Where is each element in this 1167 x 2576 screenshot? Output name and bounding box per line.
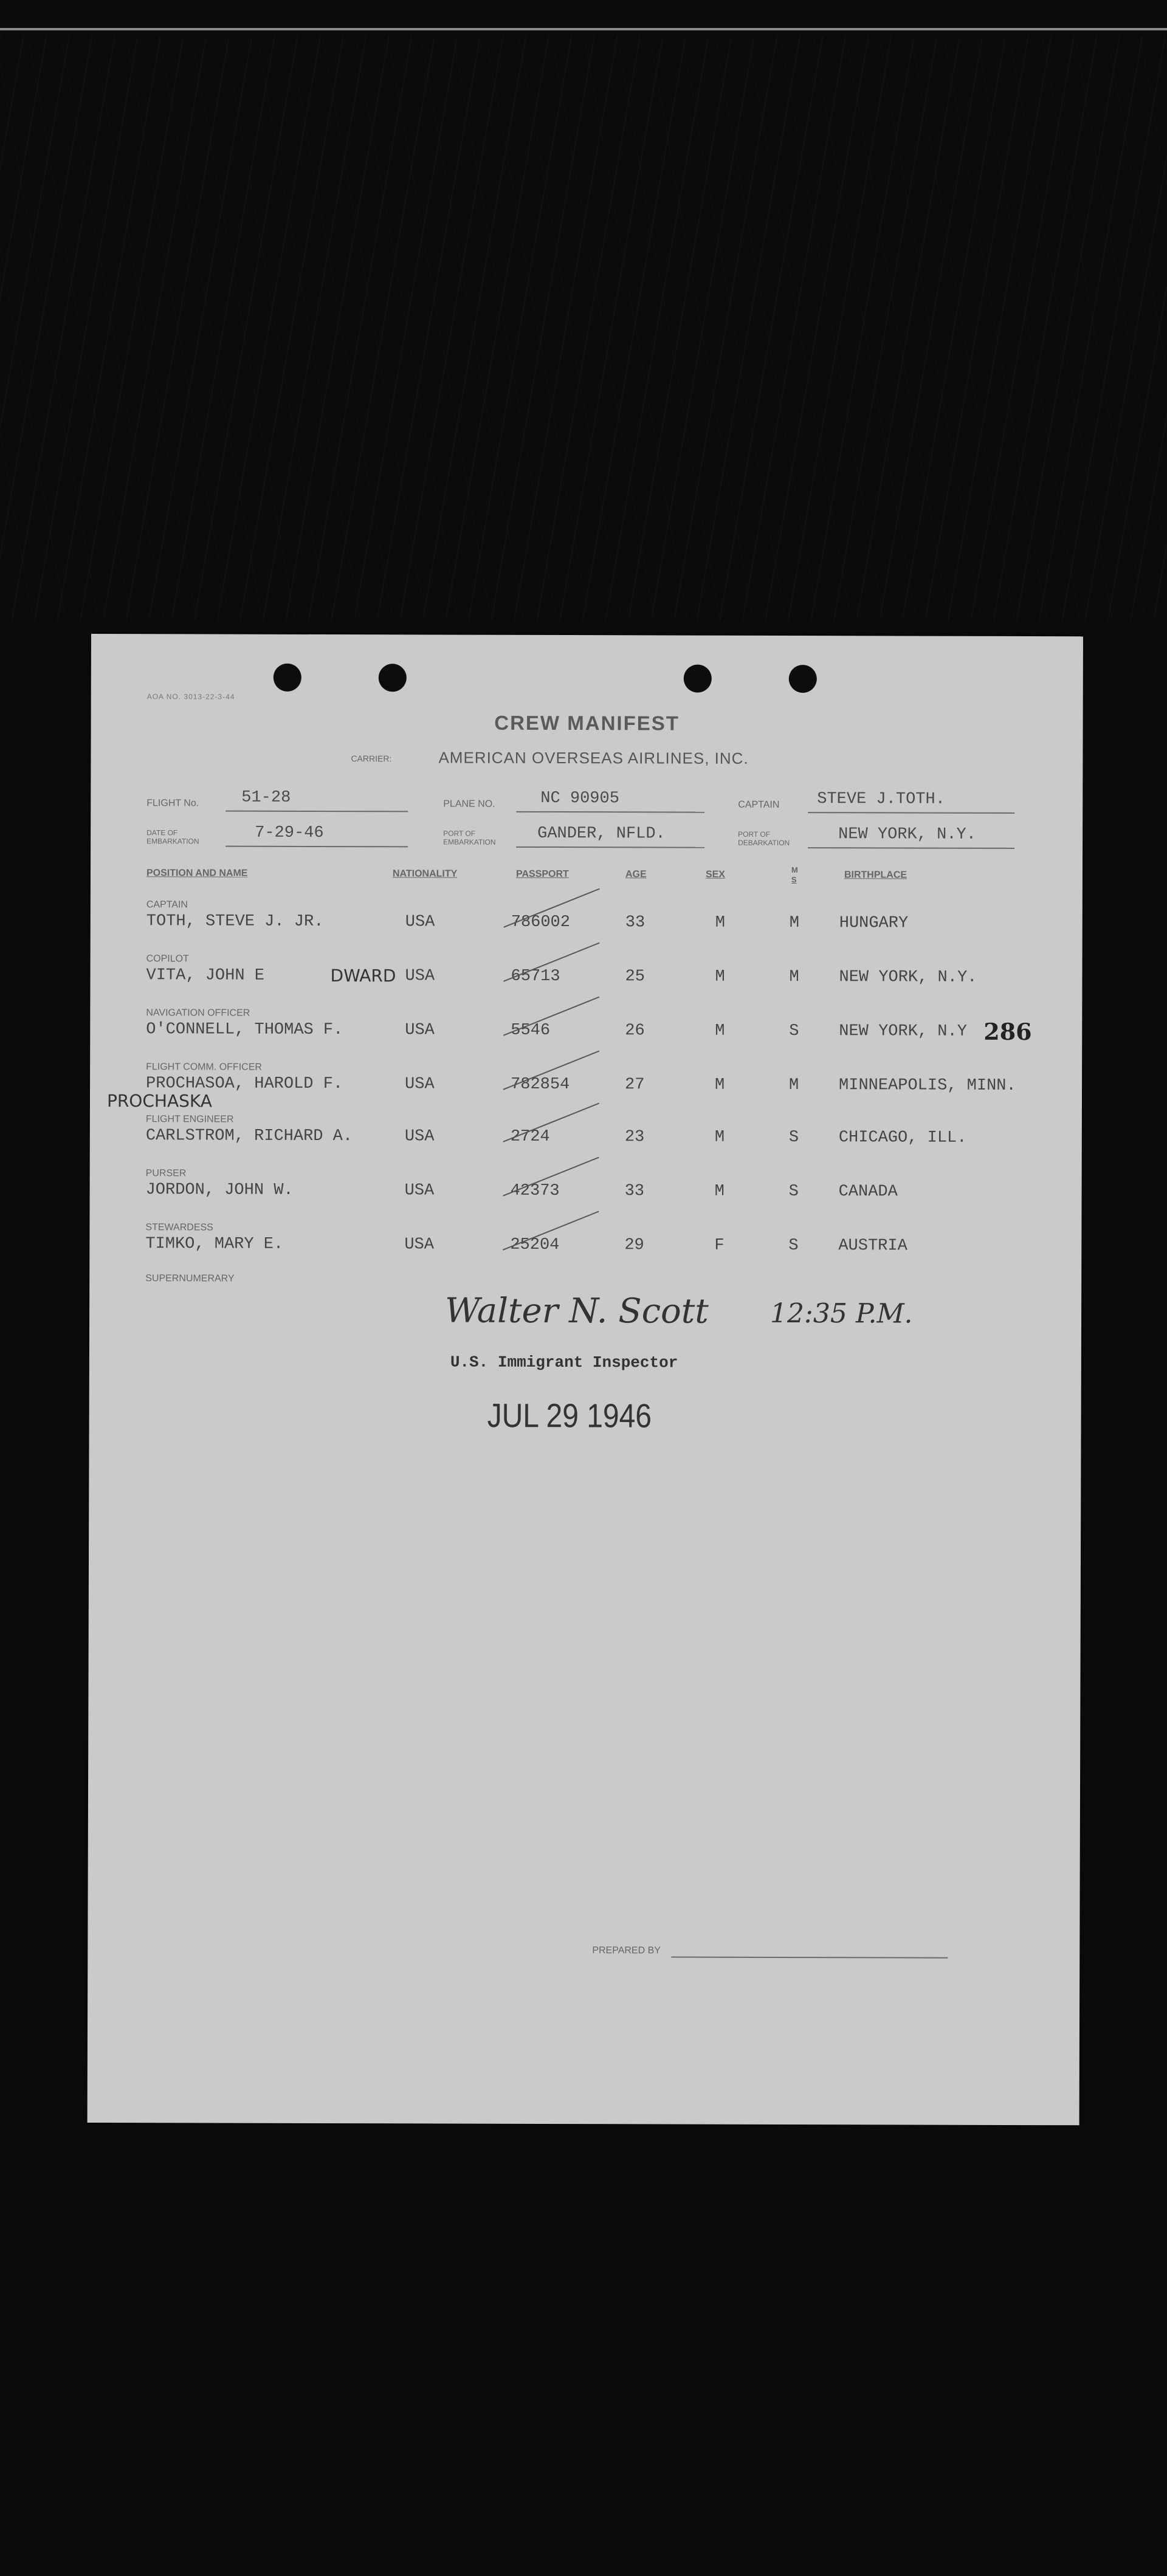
- name-handwritten-addition: DWARD: [330, 966, 396, 986]
- crew-birthplace: CANADA: [838, 1183, 898, 1201]
- flight-underline: [225, 811, 408, 812]
- crew-nationality: USA: [405, 1021, 435, 1040]
- crew-age: 25: [625, 967, 645, 986]
- birthplace-handwritten-number: 286: [983, 1017, 1032, 1046]
- crew-name: JORDON, JOHN W.: [145, 1181, 294, 1200]
- position-label: PURSER: [145, 1168, 187, 1179]
- film-border-line: [0, 28, 1167, 30]
- port-dis-label-1: PORT OF: [738, 829, 771, 839]
- crew-age: 29: [624, 1236, 644, 1255]
- crew-nationality: USA: [404, 1181, 435, 1200]
- crew-birthplace: MINNEAPOLIS, MINN.: [839, 1076, 1016, 1095]
- port-emb-underline: [516, 847, 704, 848]
- supernumerary-label: SUPERNUMERARY: [145, 1273, 235, 1284]
- form-number: AOA NO. 3013-22-3-44: [146, 692, 235, 701]
- position-label: FLIGHT ENGINEER: [145, 1114, 234, 1125]
- prepared-by-label: PREPARED BY: [592, 1945, 661, 1956]
- crew-name: PROCHASOA, HAROLD F.: [146, 1074, 343, 1094]
- crew-sex: F: [714, 1236, 725, 1255]
- crew-nationality: USA: [405, 1075, 435, 1094]
- col-marital-top: M: [791, 865, 798, 875]
- captain-underline: [808, 812, 1014, 814]
- date-stamp: JUL 29 1946: [487, 1397, 652, 1435]
- crew-sex: M: [715, 967, 725, 986]
- plane-value: NC 90905: [540, 789, 619, 808]
- crew-passport: 782854: [511, 1075, 570, 1094]
- flight-value: 51-28: [241, 788, 291, 807]
- crew-name: O'CONNELL, THOMAS F.: [146, 1020, 343, 1040]
- crew-marital: S: [789, 1022, 799, 1041]
- crew-nationality: USA: [405, 913, 435, 932]
- film-background: [0, 36, 1167, 620]
- position-label: COPILOT: [146, 953, 189, 964]
- port-dis-underline: [808, 847, 1014, 849]
- date-label-1: DATE OF: [146, 828, 178, 837]
- crew-sex: M: [715, 913, 726, 932]
- document-title: CREW MANIFEST: [494, 711, 680, 735]
- crew-sex: M: [715, 1076, 725, 1094]
- crew-marital: M: [789, 1076, 799, 1095]
- position-label: FLIGHT COMM. OFFICER: [146, 1062, 262, 1073]
- prepared-by-underline: [671, 1957, 948, 1959]
- date-underline: [225, 846, 408, 848]
- crew-marital: S: [788, 1128, 799, 1147]
- name-handwritten-correction: PROCHASKA: [106, 1091, 212, 1111]
- crew-birthplace: HUNGARY: [839, 914, 909, 933]
- crew-passport: 786002: [511, 913, 571, 932]
- crew-marital: S: [788, 1237, 799, 1255]
- crew-nationality: USA: [404, 1127, 435, 1146]
- crew-passport: 25204: [510, 1235, 560, 1255]
- crew-sex: M: [714, 1182, 725, 1201]
- crew-nationality: USA: [405, 967, 435, 986]
- passport-strike: [503, 1103, 599, 1142]
- port-emb-label-2: EMBARKATION: [443, 837, 496, 847]
- port-emb-value: GANDER, NFLD.: [537, 824, 666, 843]
- flight-label: FLIGHT No.: [146, 798, 199, 809]
- plane-underline: [516, 811, 704, 813]
- manifest-sheet: [88, 634, 1083, 2125]
- crew-birthplace: CHICAGO, ILL.: [838, 1128, 967, 1147]
- crew-birthplace: NEW YORK, N.Y.: [839, 968, 977, 987]
- col-position-name: POSITION AND NAME: [146, 868, 248, 879]
- crew-name: TIMKO, MARY E.: [145, 1235, 284, 1254]
- plane-label: PLANE NO.: [443, 799, 495, 809]
- position-label: STEWARDESS: [145, 1222, 213, 1233]
- crew-passport: 2724: [510, 1127, 550, 1146]
- col-sex: SEX: [705, 869, 726, 880]
- crew-age: 23: [624, 1128, 645, 1147]
- crew-nationality: USA: [404, 1235, 435, 1254]
- port-dis-value: NEW YORK, N.Y.: [838, 825, 977, 844]
- passport-strike: [503, 997, 600, 1036]
- punch-hole: [789, 665, 817, 693]
- punch-hole: [379, 664, 407, 692]
- col-marital-bottom: S: [791, 875, 797, 885]
- crew-name: TOTH, STEVE J. JR.: [146, 912, 324, 932]
- col-passport: PASSPORT: [515, 868, 569, 880]
- position-label: NAVIGATION OFFICER: [146, 1008, 250, 1018]
- carrier-label: CARRIER:: [351, 754, 392, 764]
- crew-marital: M: [789, 968, 799, 987]
- crew-passport: 42373: [510, 1181, 560, 1201]
- captain-label: CAPTAIN: [738, 799, 780, 810]
- crew-birthplace: NEW YORK, N.Y: [839, 1022, 967, 1041]
- crew-age: 27: [625, 1076, 645, 1094]
- position-label: CAPTAIN: [146, 899, 188, 910]
- signature-time: 12:35 P.M.: [770, 1297, 913, 1330]
- captain-value: STEVE J.TOTH.: [817, 790, 945, 809]
- crew-marital: S: [788, 1183, 799, 1201]
- punch-hole: [274, 664, 301, 692]
- col-nationality: NATIONALITY: [392, 868, 458, 879]
- port-emb-label-1: PORT OF: [443, 829, 476, 838]
- carrier-value: AMERICAN OVERSEAS AIRLINES, INC.: [438, 748, 749, 768]
- crew-passport: 5546: [511, 1021, 551, 1040]
- inspector-signature: Walter N. Scott: [445, 1291, 709, 1331]
- crew-name: CARLSTROM, RICHARD A.: [145, 1127, 353, 1146]
- crew-sex: M: [714, 1128, 725, 1147]
- date-label-2: EMBARKATION: [146, 837, 199, 846]
- crew-age: 33: [624, 1182, 645, 1201]
- crew-birthplace: AUSTRIA: [838, 1237, 907, 1255]
- punch-hole: [684, 665, 712, 693]
- crew-sex: M: [715, 1022, 725, 1040]
- crew-marital: M: [789, 914, 800, 933]
- port-dis-label-2: DEBARKATION: [738, 838, 790, 848]
- crew-name: VITA, JOHN E: [146, 966, 265, 985]
- crew-age: 33: [625, 913, 645, 932]
- crew-passport: 65713: [511, 967, 560, 986]
- inspector-title: U.S. Immigrant Inspector: [450, 1353, 678, 1372]
- crew-age: 26: [625, 1022, 645, 1040]
- date-value: 7-29-46: [255, 823, 324, 843]
- col-birthplace: BIRTHPLACE: [844, 870, 907, 881]
- col-age: AGE: [625, 869, 647, 880]
